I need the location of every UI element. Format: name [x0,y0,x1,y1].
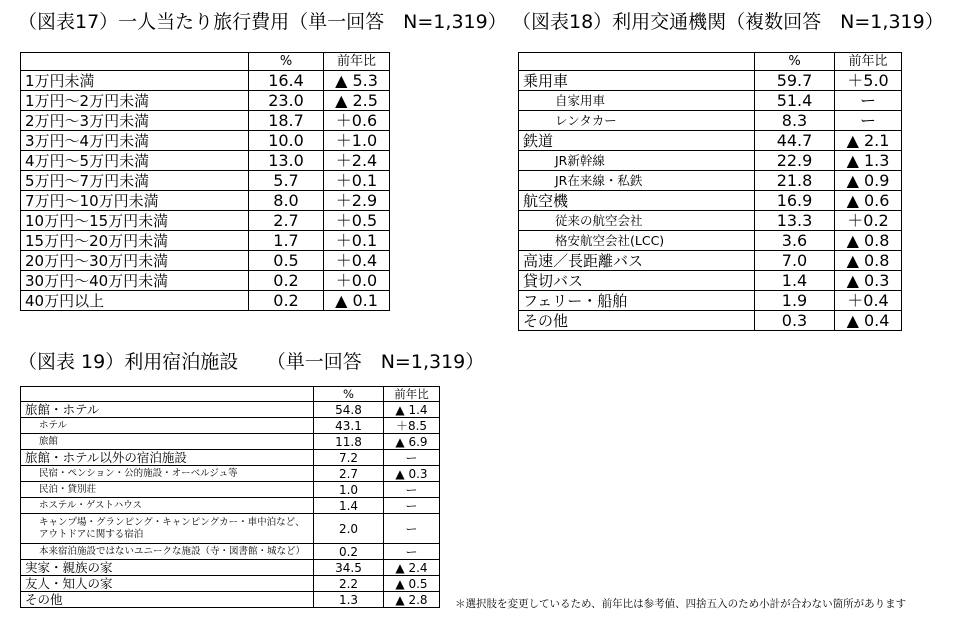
header-pct: % [314,387,384,402]
row-yoy: ▲ 2.5 [324,91,390,111]
table-row [519,171,902,191]
row-yoy: ＋8.5 [384,418,440,434]
row-yoy: ＋0.1 [324,171,390,191]
row-percent: 1.0 [314,482,384,498]
row-percent: 16.9 [755,191,835,211]
row-label: その他 [21,592,314,608]
table-row [21,514,440,544]
table19-title: （図表 19）利用宿泊施設 （単一回答 N=1,319） [18,351,485,373]
row-yoy: ＋0.2 [835,211,902,231]
row-yoy: ー [384,482,440,498]
row-yoy: ー [835,111,902,131]
row-percent: 16.4 [249,71,324,91]
row-yoy: ▲ 0.3 [835,271,902,291]
row-yoy: ＋2.9 [324,191,390,211]
row-label: 1万円～2万円未満 [21,91,249,111]
row-yoy: ▲ 0.3 [384,466,440,482]
row-yoy: ＋1.0 [324,131,390,151]
row-label: 貸切バス [519,271,755,291]
transport-table [518,52,902,331]
row-percent: 34.5 [314,560,384,576]
table-row [21,544,440,560]
table-row [21,576,440,592]
table-row [21,592,440,608]
row-yoy: ＋0.4 [324,251,390,271]
table-row [21,560,440,576]
header-item [21,53,249,71]
table-row [21,151,390,171]
table-row [519,91,902,111]
row-label: レンタカー [519,111,755,131]
row-label: 4万円～5万円未満 [21,151,249,171]
table-row [519,131,902,151]
row-yoy: ▲ 2.1 [835,131,902,151]
header-item [21,387,314,402]
row-percent: 22.9 [755,151,835,171]
row-percent: 1.7 [249,231,324,251]
row-percent: 2.7 [249,211,324,231]
row-label: JR新幹線 [519,151,755,171]
row-percent: 10.0 [249,131,324,151]
row-yoy: ▲ 2.8 [384,592,440,608]
row-label: 友人・知人の家 [21,576,314,592]
row-percent: 2.7 [314,466,384,482]
row-yoy: ▲ 1.4 [384,402,440,418]
table-row [519,111,902,131]
row-percent: 23.0 [249,91,324,111]
row-label: 20万円～30万円未満 [21,251,249,271]
header-yoy: 前年比 [384,387,440,402]
row-percent: 2.2 [314,576,384,592]
row-label: 旅館・ホテル以外の宿泊施設 [21,450,314,466]
header-pct: % [249,53,324,71]
table-row [21,498,440,514]
table-row [519,271,902,291]
row-label: フェリー・船舶 [519,291,755,311]
row-percent: 21.8 [755,171,835,191]
accommodation-table [20,386,440,608]
row-yoy: ▲ 0.8 [835,251,902,271]
row-label: ホテル [21,418,314,434]
row-yoy: ▲ 0.5 [384,576,440,592]
table-row [21,418,440,434]
table-row [21,131,390,151]
row-percent: 43.1 [314,418,384,434]
row-percent: 13.0 [249,151,324,171]
table-row [519,251,902,271]
table-row [21,231,390,251]
row-percent: 2.0 [314,514,384,544]
row-percent: 0.3 [755,311,835,331]
table18-title: （図表18）利用交通機関（複数回答 N=1,319） [512,11,944,33]
row-percent: 18.7 [249,111,324,131]
row-label: 40万円以上 [21,291,249,311]
table-row [519,71,902,91]
row-label: ホステル・ゲストハウス [21,498,314,514]
row-yoy: ▲ 0.6 [835,191,902,211]
row-label: 1万円未満 [21,71,249,91]
header-pct: % [755,53,835,71]
header-yoy: 前年比 [324,53,390,71]
row-label: 旅館 [21,434,314,450]
row-label: 7万円～10万円未満 [21,191,249,211]
row-percent: 1.9 [755,291,835,311]
row-yoy: ＋0.5 [324,211,390,231]
row-yoy: ▲ 5.3 [324,71,390,91]
row-yoy: ー [384,544,440,560]
row-percent: 5.7 [249,171,324,191]
row-yoy: ▲ 0.1 [324,291,390,311]
table-row [21,251,390,271]
row-label: 実家・親族の家 [21,560,314,576]
row-label: 航空機 [519,191,755,211]
row-label: 本来宿泊施設ではないユニークな施設（寺・図書館・城など） [21,544,314,560]
table-row [519,211,902,231]
row-percent: 8.0 [249,191,324,211]
row-percent: 11.8 [314,434,384,450]
row-percent: 44.7 [755,131,835,151]
table-row [21,466,440,482]
row-label: 鉄道 [519,131,755,151]
row-label: 2万円～3万円未満 [21,111,249,131]
row-label: 30万円～40万円未満 [21,271,249,291]
row-yoy: ＋0.6 [324,111,390,131]
row-yoy: ▲ 0.8 [835,231,902,251]
row-yoy: ▲ 6.9 [384,434,440,450]
row-percent: 59.7 [755,71,835,91]
row-yoy: ー [384,498,440,514]
row-label: 自家用車 [519,91,755,111]
row-yoy: ー [384,514,440,544]
header-item [519,53,755,71]
table-header-row [519,53,902,71]
row-label: キャンプ場・グランピング・キャンピングカー・車中泊など、アウトドアに関する宿泊 [21,514,314,544]
table-row [519,231,902,251]
table-row [21,291,390,311]
table-row [519,311,902,331]
row-percent: 1.4 [755,271,835,291]
row-percent: 1.3 [314,592,384,608]
row-yoy: ＋0.1 [324,231,390,251]
row-yoy: ＋0.0 [324,271,390,291]
row-percent: 7.2 [314,450,384,466]
table-header-row [21,387,440,402]
row-label: 15万円～20万円未満 [21,231,249,251]
table-row [21,271,390,291]
row-label: 民泊・貸別荘 [21,482,314,498]
row-percent: 1.4 [314,498,384,514]
table-row [21,71,390,91]
row-yoy: ▲ 1.3 [835,151,902,171]
row-percent: 54.8 [314,402,384,418]
table-row [21,450,440,466]
row-yoy: ▲ 0.9 [835,171,902,191]
row-label: 従来の航空会社 [519,211,755,231]
row-label: 高速／長距離バス [519,251,755,271]
row-label: 10万円～15万円未満 [21,211,249,231]
row-percent: 51.4 [755,91,835,111]
table17-title: （図表17）一人当たり旅行費用（単一回答 N=1,319） [18,11,507,33]
row-yoy: ＋5.0 [835,71,902,91]
row-percent: 7.0 [755,251,835,271]
row-label: 5万円～7万円未満 [21,171,249,191]
row-percent: 3.6 [755,231,835,251]
table-row [21,171,390,191]
table-row [21,211,390,231]
table-header-row [21,53,390,71]
table-row [21,191,390,211]
row-label: 乗用車 [519,71,755,91]
table-row [519,291,902,311]
row-label: 民宿・ペンション・公的施設・オーベルジュ等 [21,466,314,482]
row-yoy: ー [384,450,440,466]
row-yoy: ＋0.4 [835,291,902,311]
table-row [519,191,902,211]
row-percent: 0.5 [249,251,324,271]
row-label: 3万円～4万円未満 [21,131,249,151]
travel-cost-table [20,52,390,311]
row-percent: 8.3 [755,111,835,131]
row-percent: 0.2 [249,291,324,311]
table-row [21,434,440,450]
row-label: 格安航空会社(LCC) [519,231,755,251]
row-percent: 13.3 [755,211,835,231]
row-percent: 0.2 [314,544,384,560]
row-yoy: ＋2.4 [324,151,390,171]
row-yoy: ー [835,91,902,111]
row-yoy: ▲ 0.4 [835,311,902,331]
row-label: JR在来線・私鉄 [519,171,755,191]
header-yoy: 前年比 [835,53,902,71]
table-row [21,91,390,111]
table-row [21,402,440,418]
table-row [21,111,390,131]
row-yoy: ▲ 2.4 [384,560,440,576]
row-label: 旅館・ホテル [21,402,314,418]
table-row [519,151,902,171]
row-label: その他 [519,311,755,331]
table-row [21,482,440,498]
footnote: ＊選択肢を変更しているため、前年比は参考値、四捨五入のため小計が合わない箇所があります [455,598,907,610]
row-percent: 0.2 [249,271,324,291]
